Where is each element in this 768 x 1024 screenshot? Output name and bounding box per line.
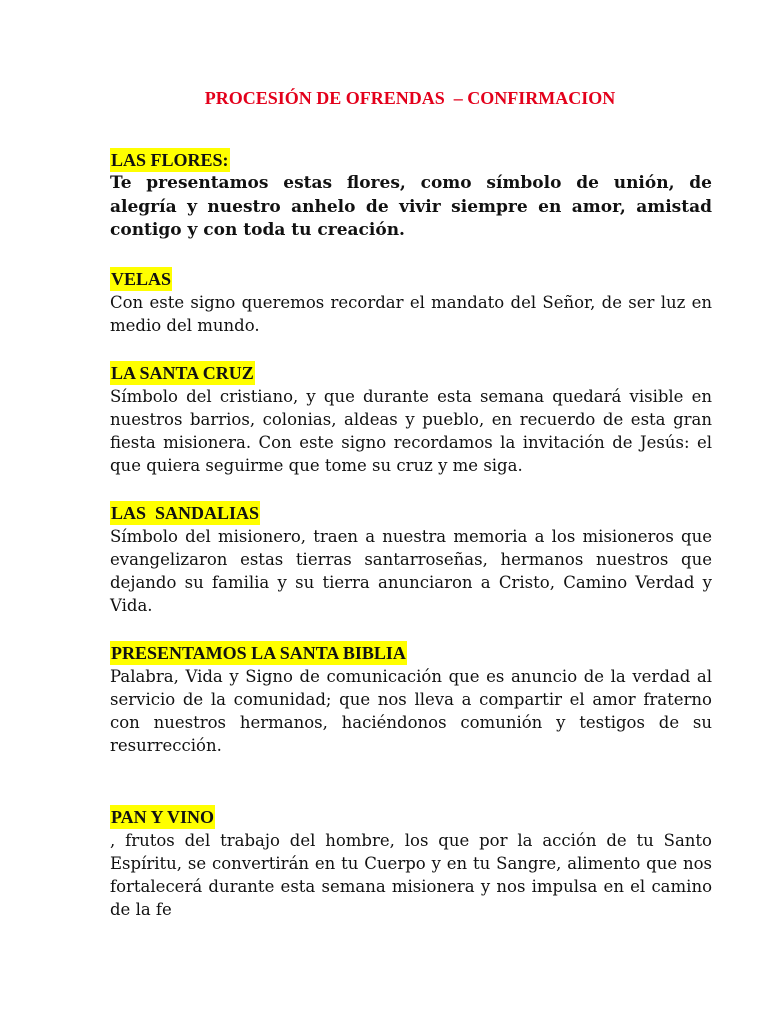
section-heading: LA SANTA CRUZ (111, 362, 254, 383)
section-text: Símbolo del cristiano, y que durante esta semana quedará visible en nuestros barrios, colonias, aldeas y pueblo, en recuerdo de esta gran fiesta misionera. Con este signo recordamos la invitación de Jesús: el que quiera seguirme que tome su cruz y me siga. (110, 386, 712, 475)
section-heading: VELAS (111, 268, 172, 289)
section-santa-biblia (110, 641, 712, 757)
section-text: Símbolo del misionero, traen a nuestra memoria a los misioneros que evangelizaron estas tierras santarroseñas, hermanos nuestros que dejando su familia y su tierra anunciaron a Cristo, Camino Verdad y Vida. (110, 526, 712, 615)
section-pan-y-vino (110, 805, 712, 921)
section-la-santa-cruz (110, 361, 712, 477)
document-content (110, 148, 712, 945)
section-las-flores (110, 148, 712, 243)
section-heading: PAN Y VINO (111, 806, 214, 827)
section-velas (110, 267, 712, 337)
section-las-sandalias (110, 501, 712, 617)
document-title: PROCESIÓN DE OFRENDAS – CONFIRMACION (204, 88, 616, 108)
section-text: Te presentamos estas flores, como símbolo de unión, de alegría y nuestro anhelo de vivir siempre en amor, amistad contigo y con toda tu creación. (110, 173, 712, 240)
section-text: Con este signo queremos recordar el mandato del Señor, de ser luz en medio del mundo. (110, 292, 712, 335)
section-heading: LAS FLORES: (111, 150, 229, 170)
section-text: Palabra, Vida y Signo de comunicación que es anuncio de la verdad al servicio de la comunidad; que nos lleva a compartir el amor fraterno con nuestros hermanos, haciéndonos comunión y testigos de su resurrección. (110, 666, 712, 755)
section-text: , frutos del trabajo del hombre, los que por la acción de tu Santo Espíritu, se convertirán en tu Cuerpo y en tu Sangre, alimento que nos fortalecerá durante esta semana misionera y nos impulsa en el camino de la fe (110, 830, 712, 919)
section-heading: LAS SANDALIAS (111, 502, 260, 523)
section-heading: PRESENTAMOS LA SANTA BIBLIA (111, 642, 406, 663)
